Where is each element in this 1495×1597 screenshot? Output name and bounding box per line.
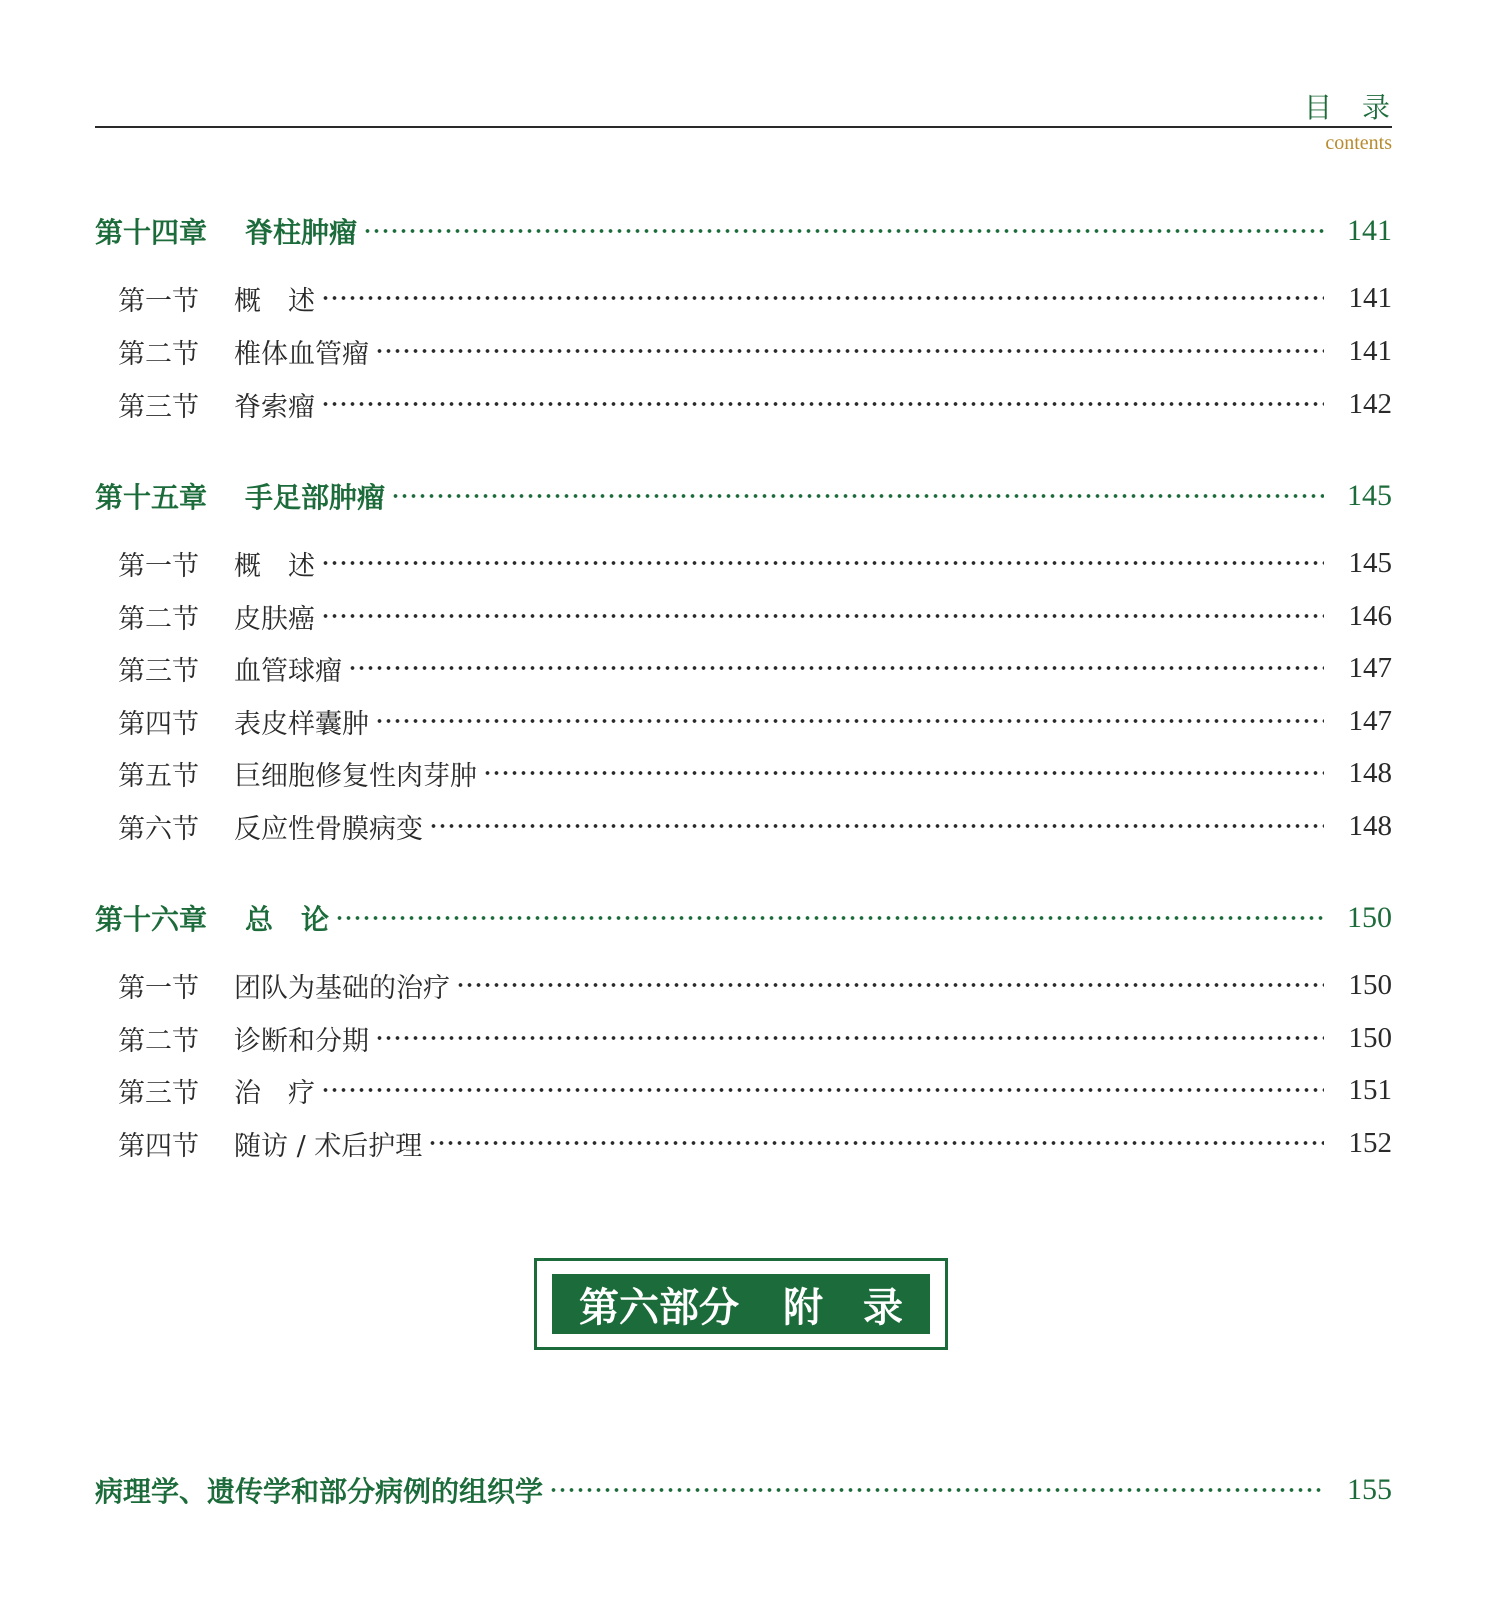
- section-number: 第一节: [118, 550, 199, 582]
- toc-chapter-15[interactable]: [95, 475, 1392, 517]
- page-number: 151: [1348, 1073, 1392, 1106]
- page-number: 155: [1347, 1473, 1392, 1506]
- section-number: 第一节: [118, 972, 199, 1004]
- dot-leader: [321, 561, 1324, 565]
- part-label: 第六部分: [579, 1284, 739, 1331]
- page-number: 141: [1347, 214, 1392, 247]
- page-number: 145: [1347, 479, 1392, 512]
- section-title: 脊索瘤: [234, 391, 315, 423]
- section-number: 第三节: [118, 655, 199, 687]
- section-title: 团队为基础的治疗: [234, 972, 450, 1004]
- part-heading-box: [534, 1258, 948, 1350]
- section-number: 第三节: [118, 391, 199, 423]
- toc-section[interactable]: [118, 1069, 1392, 1111]
- dot-leader: [549, 1488, 1324, 1492]
- dot-leader: [321, 614, 1324, 618]
- toc-section[interactable]: [118, 277, 1392, 319]
- section-number: 第二节: [118, 603, 199, 635]
- page-number: 152: [1348, 1126, 1392, 1159]
- header-subtitle: contents: [1325, 132, 1392, 154]
- page-number: 141: [1348, 281, 1392, 314]
- chapter-number: 第十六章: [95, 903, 208, 936]
- part-title-char-2: 录: [863, 1284, 903, 1331]
- section-number: 第六节: [118, 813, 199, 845]
- section-title: 椎体血管瘤: [234, 338, 369, 370]
- section-title: 皮肤癌: [234, 603, 315, 635]
- dot-leader: [375, 719, 1324, 723]
- section-number: 第四节: [118, 1130, 199, 1162]
- toc-chapter-14[interactable]: [95, 210, 1392, 252]
- dot-leader: [456, 983, 1324, 987]
- section-number: 第一节: [118, 285, 199, 317]
- toc-section[interactable]: [118, 805, 1392, 847]
- section-number: 第二节: [118, 338, 199, 370]
- chapter-title: 手足部肿瘤: [245, 481, 386, 514]
- toc-section[interactable]: [118, 700, 1392, 742]
- section-title: 诊断和分期: [234, 1025, 369, 1057]
- section-number: 第四节: [118, 708, 199, 740]
- appendix-title: 病理学、遗传学和部分病例的组织学: [95, 1475, 544, 1508]
- section-number: 第三节: [118, 1077, 199, 1109]
- toc-chapter-16[interactable]: [95, 897, 1392, 939]
- dot-leader: [375, 1036, 1324, 1040]
- page-number: 147: [1348, 651, 1392, 684]
- dot-leader: [321, 402, 1324, 406]
- chapter-title: 总 论: [245, 903, 330, 936]
- section-number: 第五节: [118, 760, 199, 792]
- toc-section[interactable]: [118, 383, 1392, 425]
- page-number: 145: [1348, 546, 1392, 579]
- section-title: 概 述: [234, 285, 315, 317]
- dot-leader: [348, 666, 1324, 670]
- header-title: [1304, 86, 1392, 126]
- page-number: 148: [1348, 809, 1392, 842]
- dot-leader: [321, 1088, 1324, 1092]
- page-number: 150: [1348, 1021, 1392, 1054]
- toc-section[interactable]: [118, 330, 1392, 372]
- page-number: 141: [1348, 334, 1392, 367]
- section-title: 血管球瘤: [234, 655, 342, 687]
- page-number: 150: [1347, 901, 1392, 934]
- toc-section[interactable]: [118, 752, 1392, 794]
- part-heading: [552, 1274, 930, 1334]
- toc-section[interactable]: [118, 964, 1392, 1006]
- section-title: 反应性骨膜病变: [234, 813, 423, 845]
- dot-leader: [429, 824, 1324, 828]
- section-title: 表皮样囊肿: [234, 708, 369, 740]
- section-title: 随访 / 术后护理: [234, 1130, 423, 1162]
- page-number: 146: [1348, 599, 1392, 632]
- dot-leader: [321, 296, 1324, 300]
- section-title: 概 述: [234, 550, 315, 582]
- page-number: 150: [1348, 968, 1392, 1001]
- toc-section[interactable]: [118, 595, 1392, 637]
- part-title-char-1: 附: [783, 1284, 823, 1331]
- dot-leader: [335, 916, 1324, 920]
- header-title-char-2: 录: [1361, 91, 1392, 124]
- toc-section[interactable]: [118, 1122, 1392, 1164]
- dot-leader: [428, 1141, 1324, 1145]
- dot-leader: [363, 229, 1324, 233]
- page-number: 142: [1348, 387, 1392, 420]
- toc-appendix[interactable]: [95, 1469, 1392, 1511]
- page-number: 148: [1348, 756, 1392, 789]
- chapter-title: 脊柱肿瘤: [245, 216, 358, 249]
- chapter-number: 第十四章: [95, 216, 208, 249]
- toc-section[interactable]: [118, 647, 1392, 689]
- section-title: 巨细胞修复性肉芽肿: [234, 760, 477, 792]
- header-title-char-1: 目: [1303, 91, 1334, 124]
- section-number: 第二节: [118, 1025, 199, 1057]
- page-number: 147: [1348, 704, 1392, 737]
- dot-leader: [483, 771, 1324, 775]
- dot-leader: [375, 349, 1324, 353]
- toc-section[interactable]: [118, 542, 1392, 584]
- header-rule: [95, 126, 1392, 128]
- dot-leader: [391, 494, 1324, 498]
- chapter-number: 第十五章: [95, 481, 208, 514]
- toc-section[interactable]: [118, 1017, 1392, 1059]
- section-title: 治 疗: [234, 1077, 315, 1109]
